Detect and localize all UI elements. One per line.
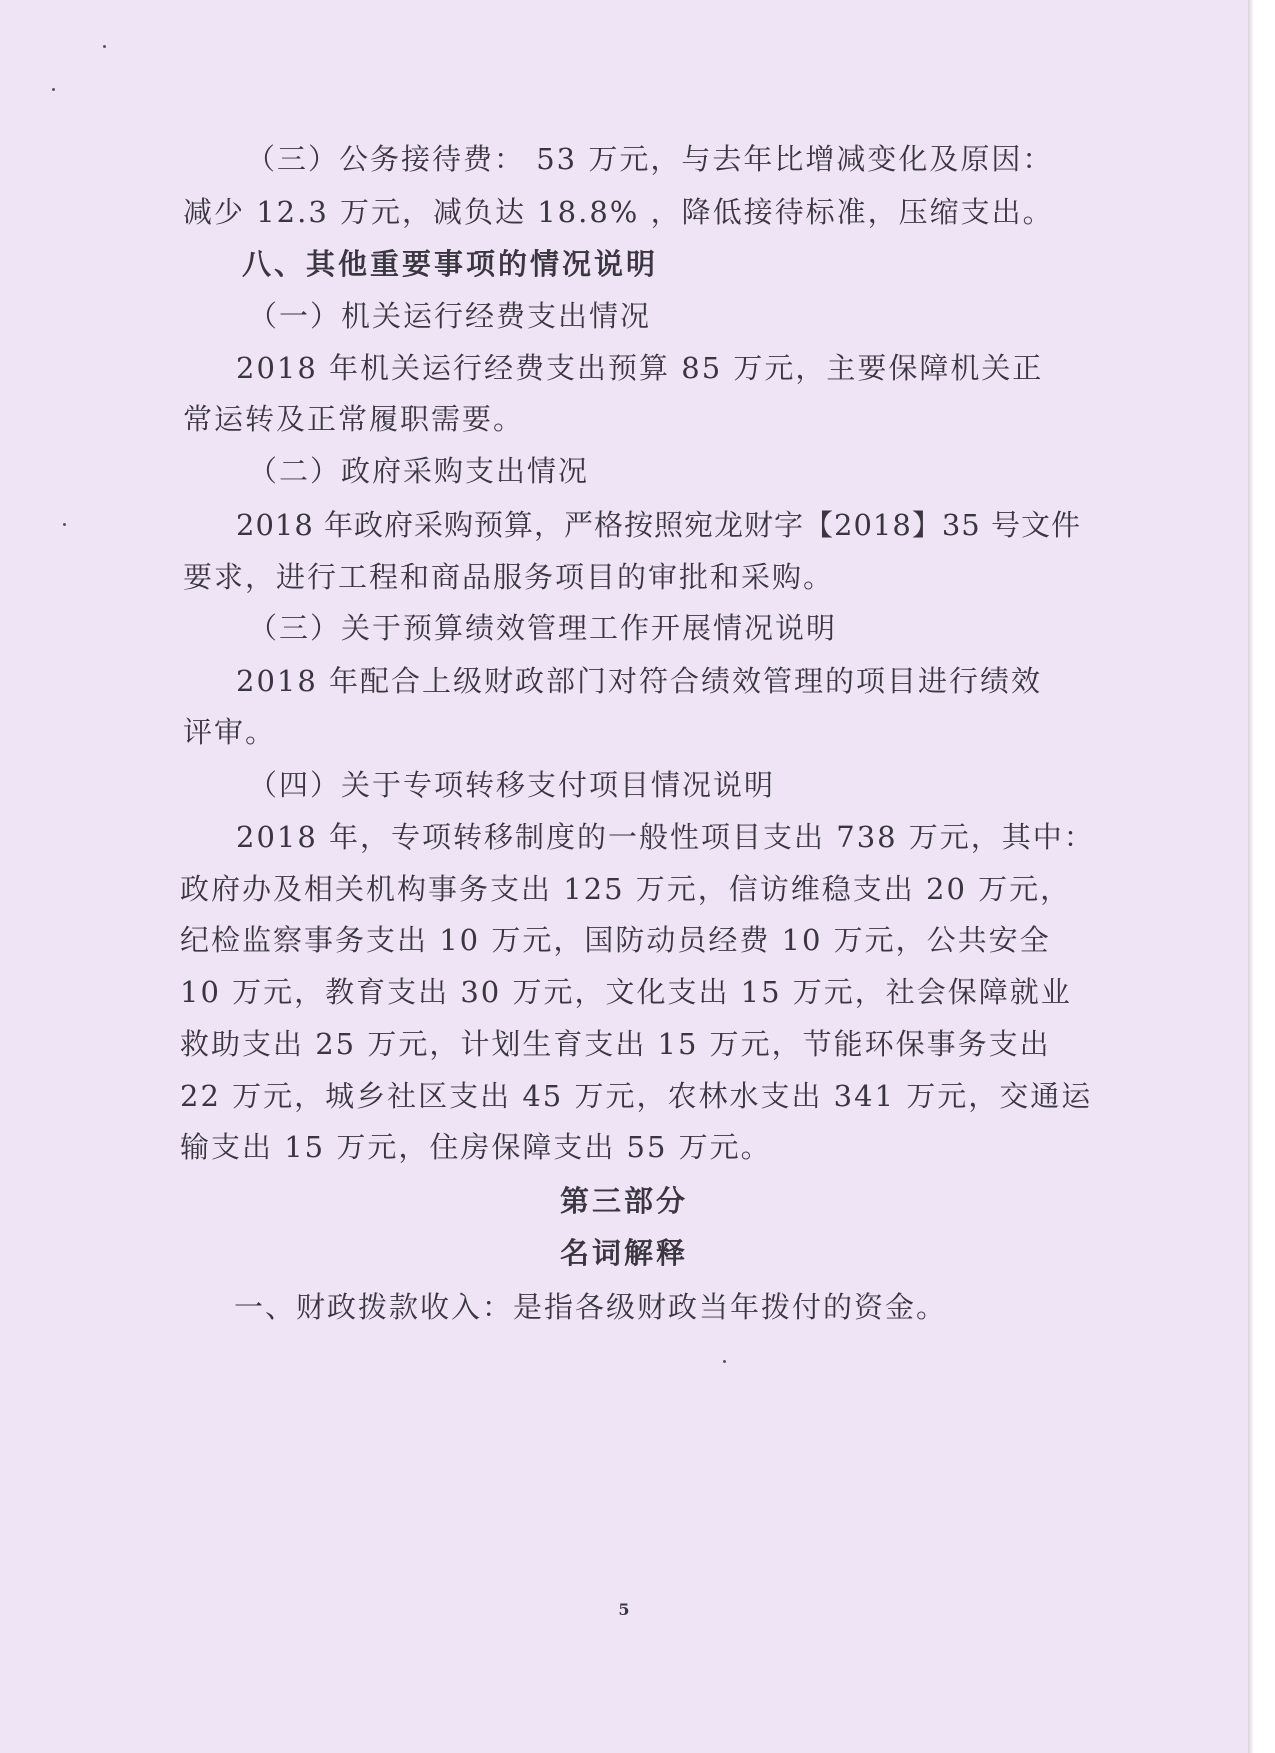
subheading-1: （一）机关运行经费支出情况 [248,299,652,333]
text-line-23: 一、财政拨款收入：是指各级财政当年拨付的资金。 [234,1290,948,1324]
text-line-17: 10 万元，教育支出 30 万元，文化支出 15 万元，社会保障就业 [180,975,1072,1009]
scan-speck [103,45,106,48]
text-line-19: 22 万元，城乡社区支出 45 万元，农林水支出 341 万元，交通运 [180,1079,1093,1113]
text-line-12: 评审。 [183,715,277,749]
scan-speck [63,523,66,526]
section-heading-8: 八、其他重要事项的情况说明 [242,247,659,281]
text-line-11: 2018 年配合上级财政部门对符合绩效管理的项目进行绩效 [236,664,1043,698]
subheading-2: （二）政府采购支出情况 [248,454,590,488]
scan-speck [52,88,55,91]
text-line-8: 2018 年政府采购预算，严格按照宛龙财字【2018】35 号文件 [236,508,1081,542]
text-line-9: 要求，进行工程和商品服务项目的审批和采购。 [183,560,835,594]
text-line-2: 减少 12.3 万元，减负达 18.8% ，降低接待标准，压缩支出。 [183,195,1054,229]
page-number: 5 [618,1600,630,1619]
text-line-6: 常运转及正常履职需要。 [183,402,525,436]
subheading-3: （三）关于预算绩效管理工作开展情况说明 [248,611,838,645]
glossary-title: 名词解释 [559,1236,688,1270]
text-line-15: 政府办及相关机构事务支出 125 万元，信访维稳支出 20 万元， [180,872,1072,906]
text-line-1: （三）公务接待费： 53 万元，与去年比增减变化及原因： [246,142,1054,176]
text-line-14: 2018 年，专项转移制度的一般性项目支出 738 万元，其中： [236,820,1095,854]
text-line-20: 输支出 15 万元，住房保障支出 55 万元。 [180,1130,772,1164]
scan-margin [1248,0,1275,1753]
scan-speck [723,1360,726,1363]
subheading-4: （四）关于专项转移支付项目情况说明 [248,768,776,802]
text-line-16: 纪检监察事务支出 10 万元，国防动员经费 10 万元，公共安全 [180,923,1051,957]
part-three-title: 第三部分 [559,1184,688,1218]
text-line-18: 救助支出 25 万元，计划生育支出 15 万元，节能环保事务支出 [180,1027,1051,1061]
text-line-5: 2018 年机关运行经费支出预算 85 万元，主要保障机关正 [236,351,1044,385]
